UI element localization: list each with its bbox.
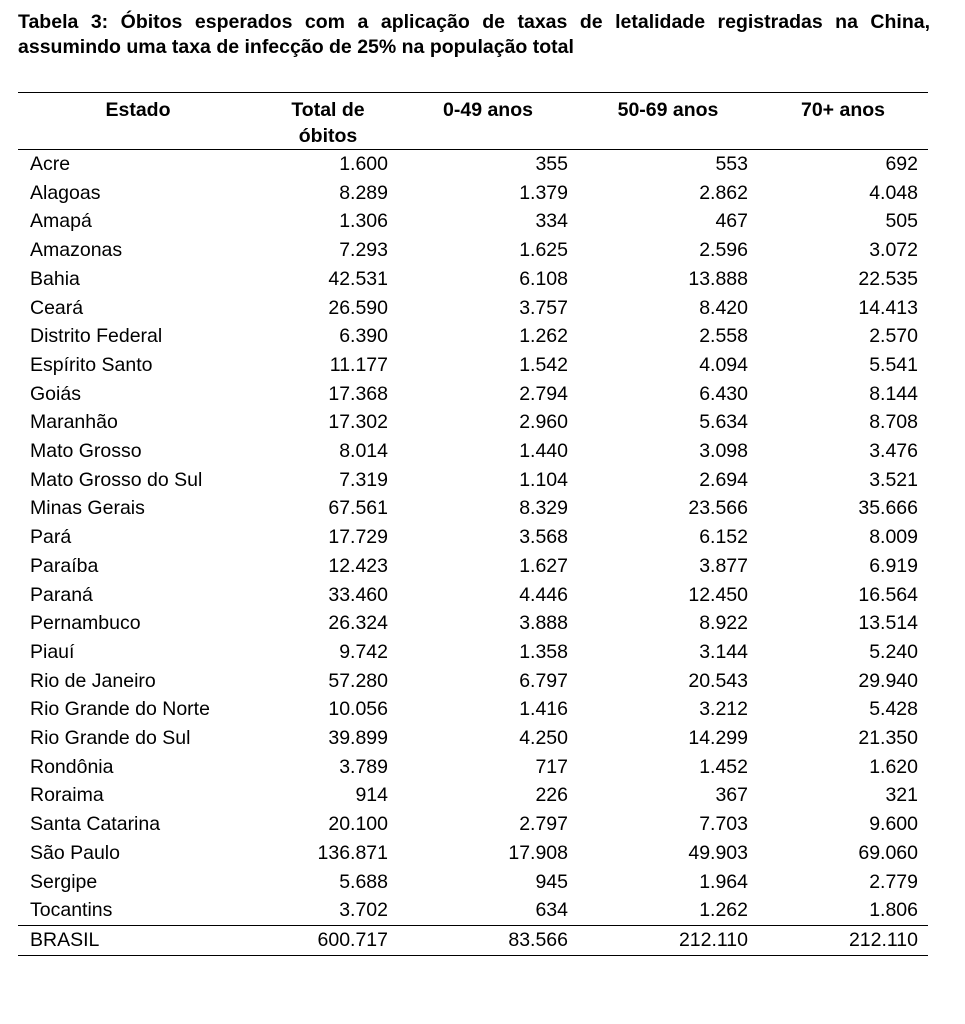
cell-age-50-69: 2.862: [699, 181, 748, 204]
cell-age-0-49: 2.794: [519, 382, 568, 405]
cell-estado: Piauí: [30, 640, 75, 663]
cell-age-50-69: 6.152: [699, 526, 748, 549]
table-row: [18, 294, 928, 323]
table-row: [18, 494, 928, 523]
cell-age-50-69: 3.212: [699, 698, 748, 721]
cell-age-70-plus: 5.240: [869, 640, 918, 663]
cell-age-50-69: 5.634: [699, 411, 748, 434]
cell-age-50-69: 467: [715, 210, 748, 233]
cell-total: 17.368: [328, 382, 388, 405]
cell-age-0-49: 4.250: [519, 727, 568, 750]
cell-age-50-69: 3.877: [699, 554, 748, 577]
cell-total: 914: [355, 784, 388, 807]
table-row: [18, 380, 928, 409]
cell-age-70-plus: 2.570: [869, 325, 918, 348]
caption-line-2: assumindo uma taxa de infecção de 25% na população total: [18, 36, 574, 58]
cell-age-70-plus: 2.779: [869, 870, 918, 893]
table-row: [18, 868, 928, 897]
cell-age-0-49: 1.625: [519, 239, 568, 262]
table-row: [18, 638, 928, 667]
cell-estado: Mato Grosso do Sul: [30, 468, 203, 491]
cell-age-70-plus: 5.428: [869, 698, 918, 721]
cell-age-70-plus: 8.144: [869, 382, 918, 405]
cell-age-0-49: 226: [535, 784, 568, 807]
cell-age-0-49: 6.108: [519, 267, 568, 290]
cell-estado: Maranhão: [30, 411, 118, 434]
header-row: [18, 93, 928, 150]
cell-total: 5.688: [339, 870, 388, 893]
cell-age-70-plus: 69.060: [858, 841, 918, 864]
cell-age-50-69: 1.964: [699, 870, 748, 893]
cell-age-0-49: 1.440: [519, 440, 568, 463]
table-row: [18, 753, 928, 782]
cell-total: 7.293: [339, 239, 388, 262]
cell-estado: Santa Catarina: [30, 813, 161, 836]
cell-total: 57.280: [328, 669, 388, 692]
table-row: [18, 581, 928, 610]
header-estado: Estado: [105, 99, 171, 121]
cell-age-0-49: 17.908: [508, 841, 568, 864]
cell-estado: Espírito Santo: [30, 353, 153, 376]
cell-total: 17.302: [328, 411, 388, 434]
cell-age-50-69: 8.922: [699, 612, 748, 635]
table-row: [18, 609, 928, 638]
cell-total: 7.319: [339, 468, 388, 491]
cell-estado: Amapá: [30, 210, 92, 233]
table-row: [18, 265, 928, 294]
cell-age-50-69: 49.903: [688, 841, 748, 864]
cell-total: 26.324: [328, 612, 388, 635]
total-cell-age-50-69: 212.110: [678, 928, 748, 951]
cell-total: 42.531: [328, 267, 388, 290]
cell-age-0-49: 2.960: [519, 411, 568, 434]
cell-age-70-plus: 3.072: [869, 239, 918, 262]
cell-age-70-plus: 3.476: [869, 440, 918, 463]
cell-estado: Pará: [30, 526, 72, 549]
cell-age-50-69: 2.694: [699, 468, 748, 491]
cell-age-0-49: 3.888: [519, 612, 568, 635]
cell-age-50-69: 2.558: [699, 325, 748, 348]
cell-total: 33.460: [328, 583, 388, 606]
cell-total: 3.702: [339, 899, 388, 922]
cell-age-70-plus: 22.535: [858, 267, 918, 290]
deaths-table: [18, 92, 928, 956]
cell-age-0-49: 1.104: [519, 468, 568, 491]
cell-total: 3.789: [339, 755, 388, 778]
cell-age-0-49: 355: [535, 153, 568, 175]
cell-age-0-49: 3.757: [519, 296, 568, 319]
cell-age-70-plus: 14.413: [858, 296, 918, 319]
cell-total: 17.729: [328, 526, 388, 549]
cell-age-0-49: 945: [535, 870, 568, 893]
table-caption: [18, 10, 930, 60]
table-row: [18, 839, 928, 868]
cell-age-50-69: 23.566: [688, 497, 748, 520]
cell-estado: Rio Grande do Sul: [30, 727, 191, 750]
cell-age-0-49: 6.797: [519, 669, 568, 692]
cell-total: 67.561: [328, 497, 388, 520]
total-cell-total: 600.717: [317, 928, 388, 951]
cell-age-70-plus: 29.940: [858, 669, 918, 692]
cell-age-50-69: 14.299: [688, 727, 748, 750]
cell-estado: Acre: [30, 153, 71, 175]
cell-age-0-49: 4.446: [519, 583, 568, 606]
cell-age-50-69: 2.596: [699, 239, 748, 262]
header-total: [258, 93, 398, 150]
cell-total: 9.742: [339, 640, 388, 663]
cell-estado: Goiás: [30, 382, 81, 405]
cell-age-50-69: 3.144: [699, 640, 748, 663]
total-cell-age-0-49: 83.566: [508, 928, 568, 951]
table-row: [18, 322, 928, 351]
cell-estado: Minas Gerais: [30, 497, 145, 520]
cell-total: 39.899: [328, 727, 388, 750]
cell-age-0-49: 8.329: [519, 497, 568, 520]
cell-total: 8.014: [339, 440, 388, 463]
cell-age-0-49: 3.568: [519, 526, 568, 549]
cell-estado: São Paulo: [30, 841, 120, 864]
cell-total: 10.056: [328, 698, 388, 721]
cell-age-50-69: 20.543: [688, 669, 748, 692]
cell-total: 26.590: [328, 296, 388, 319]
table-row: [18, 695, 928, 724]
header-age-50-69: 50-69 anos: [617, 99, 719, 121]
header-total-line-2: óbitos: [298, 125, 358, 147]
table-row: [18, 667, 928, 696]
table-row: [18, 781, 928, 810]
table-row: [18, 207, 928, 236]
cell-estado: Paraíba: [30, 554, 99, 577]
cell-age-50-69: 4.094: [699, 353, 748, 376]
cell-age-70-plus: 8.009: [869, 526, 918, 549]
cell-age-50-69: 367: [715, 784, 748, 807]
cell-age-70-plus: 8.708: [869, 411, 918, 434]
cell-age-0-49: 634: [535, 899, 568, 922]
cell-age-0-49: 1.416: [519, 698, 568, 721]
cell-total: 6.390: [339, 325, 388, 348]
cell-estado: Rio Grande do Norte: [30, 698, 210, 721]
cell-estado: Bahia: [30, 267, 80, 290]
cell-age-50-69: 1.452: [699, 755, 748, 778]
cell-age-0-49: 1.542: [519, 353, 568, 376]
cell-total: 11.177: [329, 353, 388, 376]
cell-age-50-69: 12.450: [688, 583, 748, 606]
cell-estado: Amazonas: [30, 239, 123, 262]
cell-age-70-plus: 6.919: [869, 554, 918, 577]
cell-age-50-69: 13.888: [688, 267, 748, 290]
table-row: [18, 351, 928, 380]
table-row: [18, 724, 928, 753]
cell-age-70-plus: 3.521: [869, 468, 918, 491]
table-row: [18, 437, 928, 466]
table-body: [18, 150, 928, 956]
cell-age-70-plus: 321: [885, 784, 918, 807]
cell-age-50-69: 7.703: [699, 813, 748, 836]
cell-age-50-69: 1.262: [699, 899, 748, 922]
cell-estado: Roraima: [30, 784, 104, 807]
table-header: [18, 93, 928, 150]
cell-estado: Ceará: [30, 296, 84, 319]
cell-total: 20.100: [328, 813, 388, 836]
cell-estado: Rondônia: [30, 755, 114, 778]
table-row: [18, 466, 928, 495]
cell-age-70-plus: 5.541: [869, 353, 918, 376]
cell-age-70-plus: 21.350: [858, 727, 918, 750]
cell-age-0-49: 2.797: [519, 813, 568, 836]
cell-age-70-plus: 692: [885, 153, 918, 175]
cell-age-50-69: 8.420: [699, 296, 748, 319]
table-row: [18, 810, 928, 839]
cell-total: 8.289: [339, 181, 388, 204]
header-age-70-plus: 70+ anos: [800, 99, 885, 121]
cell-total: 136.871: [317, 841, 388, 864]
cell-age-70-plus: 505: [885, 210, 918, 233]
cell-age-0-49: 1.627: [519, 554, 568, 577]
cell-estado: Distrito Federal: [30, 325, 163, 348]
cell-age-70-plus: 1.806: [869, 899, 918, 922]
cell-total: 12.423: [328, 554, 388, 577]
cell-age-0-49: 1.358: [519, 640, 568, 663]
cell-total: 1.306: [339, 210, 388, 233]
cell-estado: Mato Grosso: [30, 440, 142, 463]
cell-age-0-49: 717: [535, 755, 568, 778]
cell-age-0-49: 1.262: [519, 325, 568, 348]
header-age-0-49: 0-49 anos: [443, 99, 533, 121]
total-row: [18, 925, 928, 955]
cell-estado: Paraná: [30, 583, 93, 606]
cell-age-50-69: 6.430: [699, 382, 748, 405]
header-total-line-1: Total de: [291, 99, 365, 121]
table-row: [18, 408, 928, 437]
total-cell-estado: BRASIL: [30, 928, 100, 951]
cell-estado: Tocantins: [30, 899, 113, 922]
cell-age-50-69: 3.098: [699, 440, 748, 463]
cell-age-50-69: 553: [715, 153, 748, 175]
cell-total: 1.600: [339, 153, 388, 175]
cell-age-70-plus: 1.620: [869, 755, 918, 778]
cell-estado: Alagoas: [30, 181, 101, 204]
cell-age-70-plus: 9.600: [869, 813, 918, 836]
cell-age-0-49: 334: [535, 210, 568, 233]
cell-age-70-plus: 4.048: [869, 181, 918, 204]
total-cell-age-70-plus: 212.110: [848, 928, 918, 951]
table-row: [18, 179, 928, 208]
table-row: [18, 150, 928, 179]
cell-age-70-plus: 13.514: [858, 612, 918, 635]
cell-age-70-plus: 16.564: [858, 583, 918, 606]
table-row: [18, 236, 928, 265]
cell-age-70-plus: 35.666: [858, 497, 918, 520]
cell-estado: Pernambuco: [30, 612, 141, 635]
caption-line-1: Tabela 3: Óbitos esperados com a aplicação de taxas de letalidade registradas na China,: [18, 11, 930, 33]
table-row: [18, 552, 928, 581]
cell-estado: Rio de Janeiro: [30, 669, 156, 692]
table-row: [18, 523, 928, 552]
table-row: [18, 896, 928, 925]
cell-age-0-49: 1.379: [519, 181, 568, 204]
cell-estado: Sergipe: [30, 870, 98, 893]
